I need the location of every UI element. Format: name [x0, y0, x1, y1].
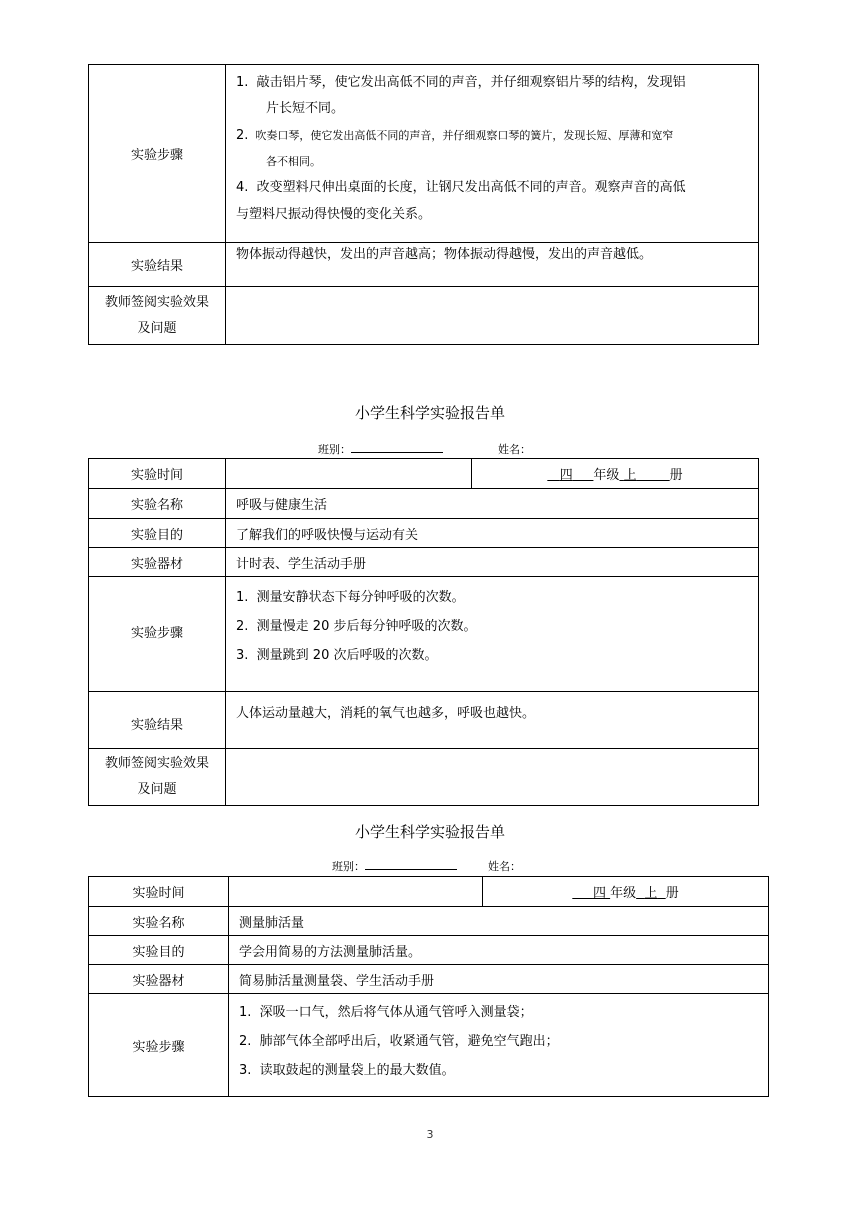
- equipment-label: 实验器材: [89, 965, 229, 994]
- steps-cell: [226, 577, 759, 692]
- class-blank: [365, 857, 457, 870]
- step-item: 1. 深吸一口气，然后将气体从通气管呼入测量袋；: [239, 1005, 533, 1020]
- step-item: 2. 肺部气体全部呼出后，收紧通气管，避免空气跑出；: [239, 1034, 559, 1049]
- experiment-name-label: 实验名称: [89, 907, 229, 936]
- time-value: [229, 877, 483, 907]
- time-label: 实验时间: [89, 459, 226, 489]
- grade-cell: 四 年级 上 册: [483, 877, 769, 907]
- report-table-3: [88, 876, 769, 1097]
- purpose-label: 实验目的: [89, 936, 229, 965]
- purpose-value: 学会用简易的方法测量肺活量。: [229, 936, 769, 965]
- experiment-name-value: 测量肺活量: [229, 907, 769, 936]
- step-item: 4. 改变塑料尺伸出桌面的长度，让钢尺发出高低不同的声音。观察声音的高低: [236, 180, 686, 195]
- report-table-1: [88, 64, 759, 345]
- equipment-label: 实验器材: [89, 548, 226, 577]
- class-name-line: [332, 857, 521, 874]
- experiment-name-label: 实验名称: [89, 489, 226, 519]
- class-blank: [351, 440, 443, 453]
- teacher-comment-cell: [226, 287, 759, 345]
- step-item-cont: 与塑料尺振动得快慢的变化关系。: [236, 207, 432, 222]
- steps-cell: [229, 994, 769, 1097]
- class-label: 班别：: [318, 443, 351, 456]
- teacher-label: 教师签阅实验效果 及问题: [89, 749, 226, 806]
- result-label: 实验结果: [89, 243, 226, 287]
- steps-cell: [226, 65, 759, 243]
- step-item: 2. 测量慢走 20 步后每分钟呼吸的次数。: [236, 619, 477, 634]
- result-value: 人体运动量越大，消耗的氧气也越多，呼吸也越快。: [226, 692, 759, 749]
- time-value: [226, 459, 472, 489]
- step-item: 2. 吹奏口琴，使它发出高低不同的声音，并仔细观察口琴的簧片，发现长短、厚薄和宽窄: [236, 128, 674, 143]
- teacher-comment-cell: [226, 749, 759, 806]
- teacher-label: 教师签阅实验效果 及问题: [89, 287, 226, 345]
- report-title: 小学生科学实验报告单: [354, 823, 505, 841]
- steps-label: 实验步骤: [89, 994, 229, 1097]
- step-item: 1. 测量安静状态下每分钟呼吸的次数。: [236, 590, 465, 605]
- equipment-value: 计时表、学生活动手册: [226, 548, 759, 577]
- name-label: 姓名：: [498, 443, 531, 456]
- step-item-cont: 片长短不同。: [266, 101, 345, 116]
- grade-cell: 四 年级 上 册: [472, 459, 759, 489]
- experiment-name-value: 呼吸与健康生活: [226, 489, 759, 519]
- page-number: 3: [426, 1128, 434, 1141]
- time-label: 实验时间: [89, 877, 229, 907]
- equipment-value: 简易肺活量测量袋、学生活动手册: [229, 965, 769, 994]
- step-item: 1. 敲击铝片琴，使它发出高低不同的声音，并仔细观察铝片琴的结构，发现铝: [236, 75, 686, 90]
- class-name-line: [318, 440, 531, 457]
- result-value: 物体振动得越快，发出的声音越高；物体振动得越慢，发出的声音越低。: [226, 243, 759, 287]
- step-item: 3. 读取鼓起的测量袋上的最大数值。: [239, 1063, 455, 1078]
- purpose-value: 了解我们的呼吸快慢与运动有关: [226, 519, 759, 548]
- step-item-cont: 各不相同。: [266, 155, 321, 168]
- steps-label: 实验步骤: [89, 65, 226, 243]
- name-label: 姓名：: [488, 860, 521, 873]
- result-label: 实验结果: [89, 692, 226, 749]
- class-label: 班别：: [332, 860, 365, 873]
- purpose-label: 实验目的: [89, 519, 226, 548]
- report-title: 小学生科学实验报告单: [354, 404, 505, 422]
- steps-label: 实验步骤: [89, 577, 226, 692]
- step-item: 3. 测量跳到 20 次后呼吸的次数。: [236, 648, 438, 663]
- report-table-2: [88, 458, 759, 806]
